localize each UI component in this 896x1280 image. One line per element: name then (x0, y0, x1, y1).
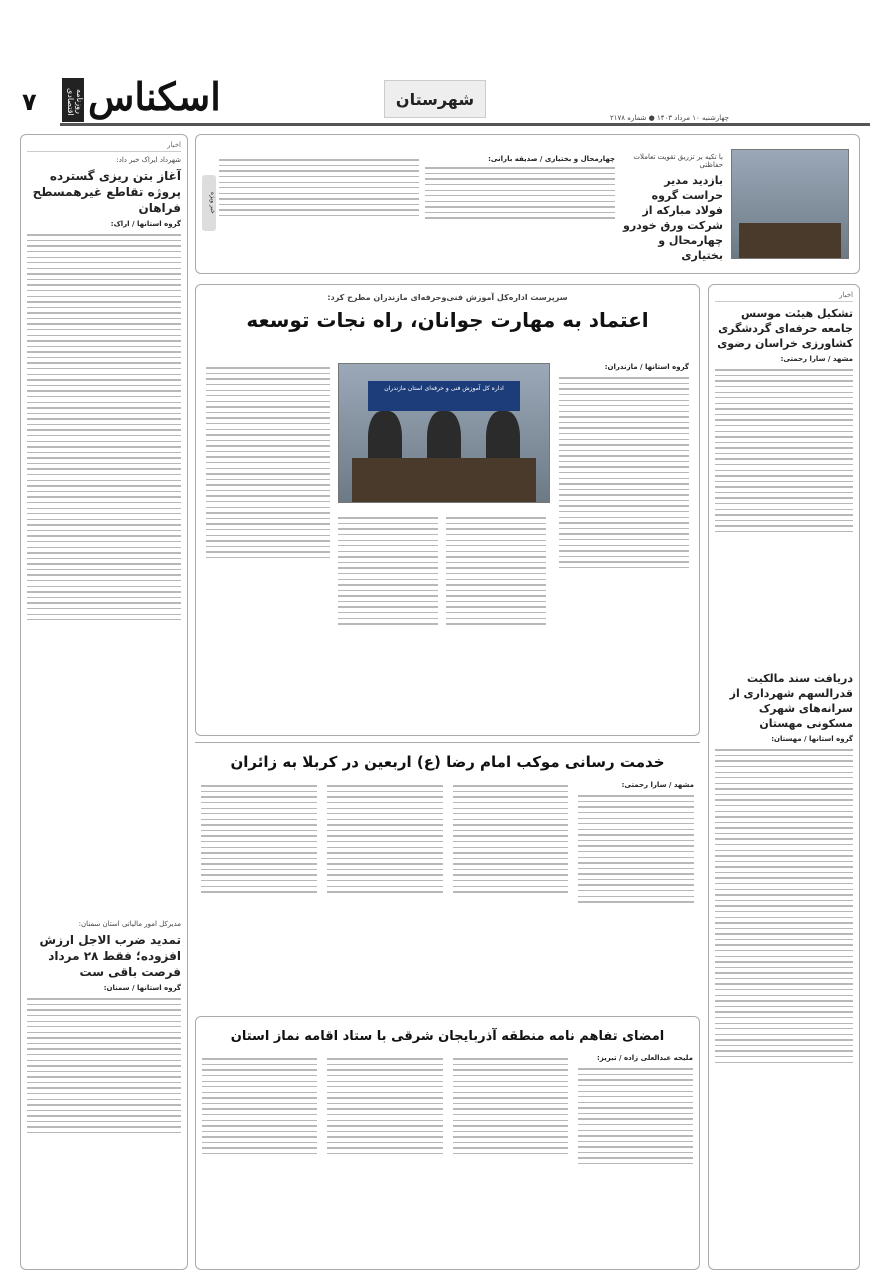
arbaeen-text-col1 (578, 791, 694, 991)
top-story-text-col2 (219, 159, 419, 216)
bottom-text-col2 (453, 1054, 568, 1244)
section-title: شهرستان (384, 80, 486, 118)
bottom-text-col4 (202, 1054, 317, 1244)
right-story2-text (715, 745, 853, 1270)
left-story2-text (27, 994, 181, 1254)
bottom-story-box (195, 1016, 700, 1270)
left-column-box (20, 134, 188, 1270)
main-story-text-col1 (559, 373, 689, 723)
main-story-kicker: سرپرست اداره‌کل آموزش فنی‌وحرفه‌ای مازندران مطرح کرد: (327, 293, 568, 302)
right-story2-title: دریافت سند مالکیت قدرالسهم شهرداری از سرانه‌های شهرک مسکونی مهستان (729, 672, 853, 730)
table-shape (739, 223, 841, 258)
page-number: ۷ (22, 88, 37, 116)
bottom-text-col1 (578, 1064, 693, 1244)
main-story-text-col4 (338, 513, 438, 713)
main-story-dateline: گروه استانها / مازندران: (604, 363, 689, 371)
arbaeen-text-col4 (201, 781, 317, 991)
table-shape (352, 458, 537, 502)
arbaeen-text-col3 (327, 781, 443, 991)
bottom-text-col3 (327, 1054, 442, 1244)
top-story-kicker: با تکیه بر تزریق تقویت تعاملات حفاظتی (633, 153, 723, 169)
top-story-tag: خبر ویژه (202, 175, 216, 231)
arbaeen-story-title: خدمت رسانی موکب امام رضا (ع) اربعین در کربلا به زائران (230, 753, 665, 771)
left-story2-title: تمدید ضرب الاجل ارزش افزوده؛ فقط ۲۸ مرداد فرصت باقی ست (39, 933, 181, 979)
arbaeen-story-box (195, 742, 700, 1010)
issue-date: چهارشنبه ۱۰ مرداد ۱۴۰۳ ● شماره ۲۱۷۸ (610, 114, 729, 122)
main-story-text-col5 (206, 363, 330, 713)
top-story-lead: چهارمحال و بختیاری / صدیقه بارانی: (488, 155, 615, 163)
left-story1-title: آغاز بتن ریزی گسترده پروژه تقاطع غیرهمسطح فراهان (32, 169, 181, 215)
left-story2-lead: مدیرکل امور مالیاتی استان سمنان: (78, 920, 181, 928)
arbaeen-text-col2 (453, 781, 569, 991)
left-column-tag: اخبار (27, 141, 181, 152)
bottom-story-title: امضای تفاهم نامه منطقه آذربایجان شرقی با ستاد اقامه نماز استان (230, 1029, 665, 1044)
right-story1-title: تشکیل هیئت موسس جامعه حرفه‌ای گردشگری کشاورزی خراسان رضوی (717, 307, 853, 350)
arbaeen-dateline: مشهد / سارا رحمتی: (621, 781, 694, 789)
newspaper-logo: اسکناس (88, 74, 221, 119)
top-story-photo (731, 149, 849, 259)
top-story-box (195, 134, 860, 274)
logo-badge: روزنامه اقتصادی (62, 78, 84, 122)
left-story1-text (27, 230, 181, 910)
main-story-box (195, 284, 700, 736)
right-story1-dateline: مشهد / سارا رحمتی: (780, 355, 853, 363)
main-story-text-col3 (446, 513, 546, 713)
left-story1-lead: شهرداد ایراک خبر داد: (116, 156, 181, 164)
main-story-title: اعتماد به مهارت جوانان، راه نجات توسعه (246, 308, 649, 332)
left-story2-dateline: گروه استانها / سمنان: (103, 984, 181, 992)
main-story-photo (338, 363, 550, 503)
right-story2-dateline: گروه استانها / مهستان: (771, 735, 853, 743)
right-story1-text (715, 365, 853, 665)
top-story-title: بازدید مدیر حراست گروه فولاد مبارکه از شرکت ورق خودرو چهارمحال و بختیاری (622, 174, 723, 262)
photo-banner: اداره کل آموزش فنی و حرفه‌ای استان مازندران (368, 381, 519, 411)
right-column-box (708, 284, 860, 1270)
right-column-tag: اخبار (715, 291, 853, 302)
left-story1-dateline: گروه استانها / اراک: (110, 220, 181, 228)
top-story-text-col1 (425, 167, 615, 219)
bottom-dateline: ملیحه عبدالعلی زاده / تبریز: (596, 1054, 693, 1062)
